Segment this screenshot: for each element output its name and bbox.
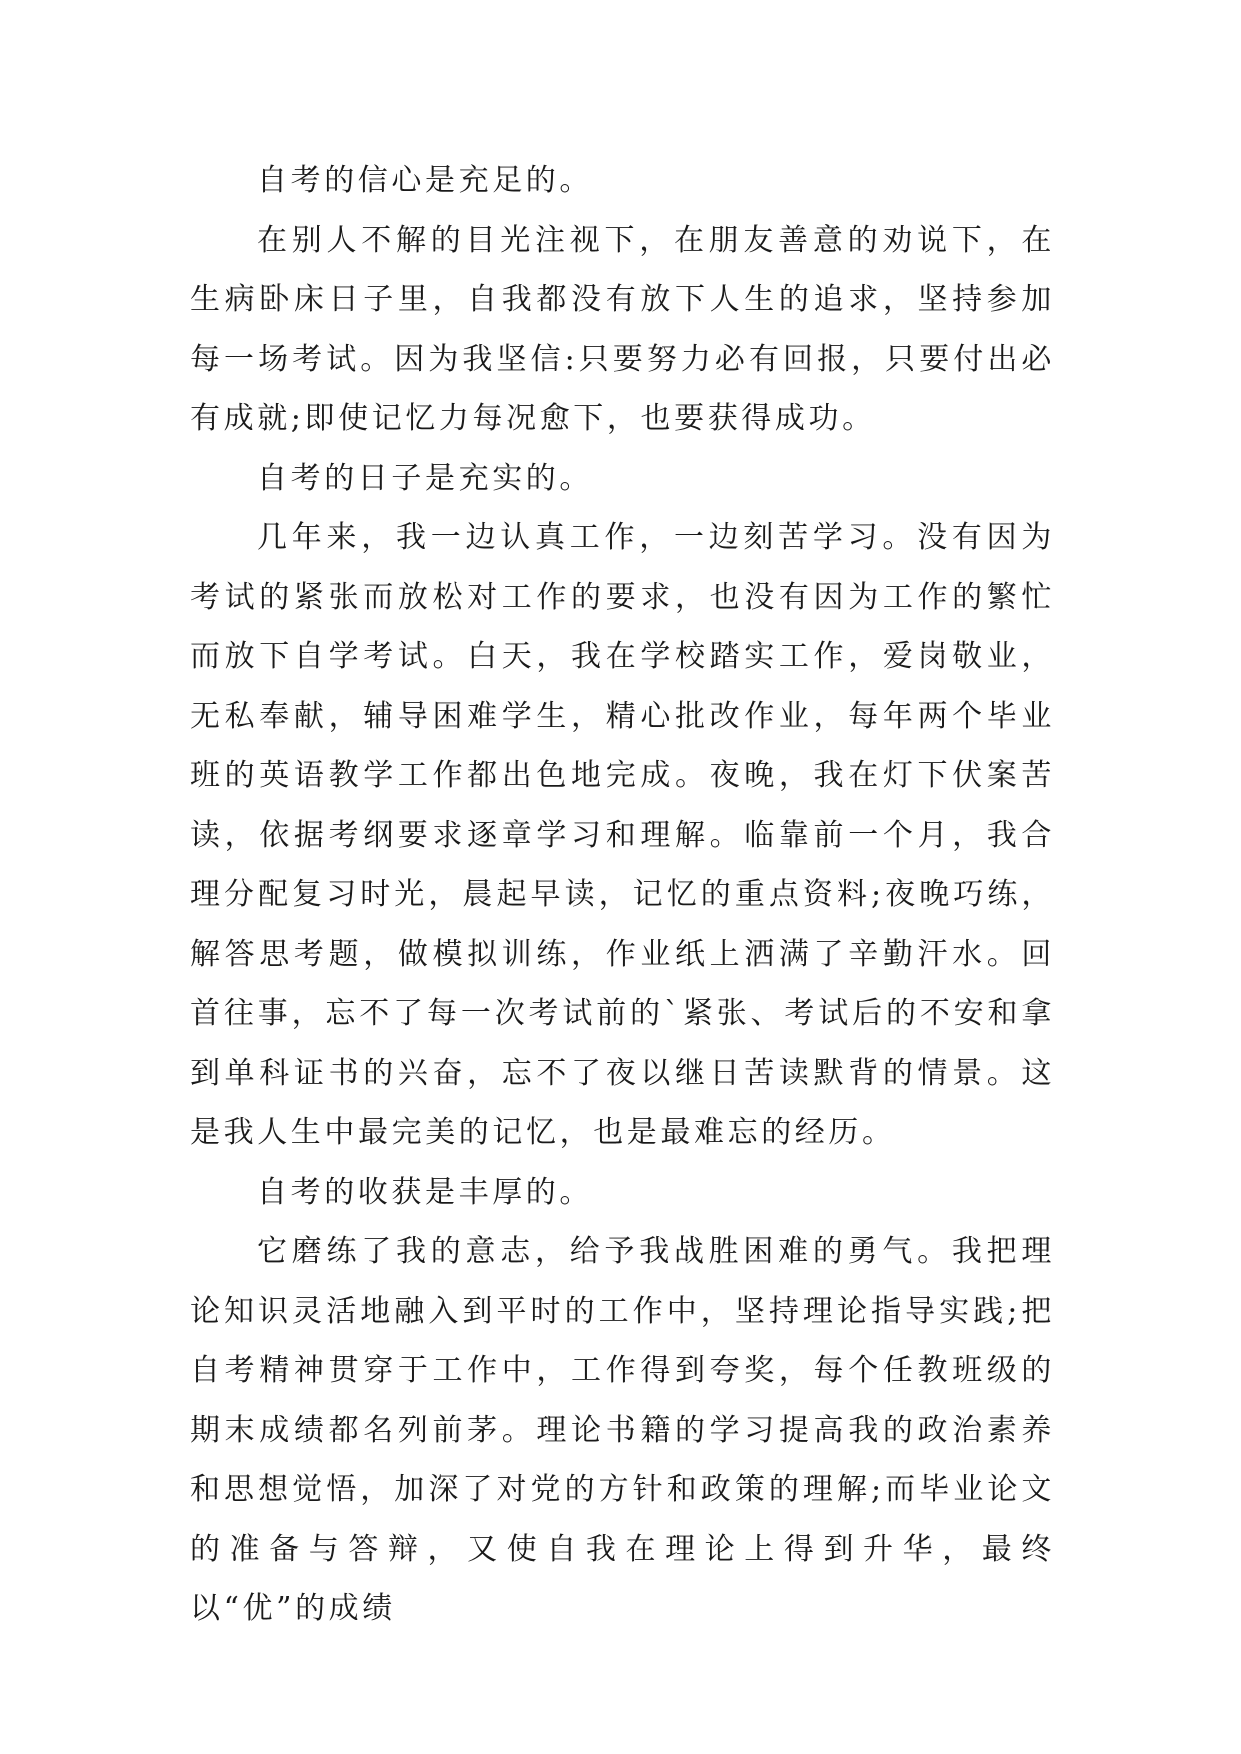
paragraph-harvest-heading: 自考的收获是丰厚的。 [257, 1174, 593, 1210]
paragraph-confidence-heading: 自考的信心是充足的。 [257, 163, 593, 198]
document-body [190, 151, 1055, 1639]
paragraph-confidence-body: 在别人不解的目光注视下，在朋友善意的劝说下，在生病卧床日子里，自我都没有放下人生的追求，坚持参加每一场考试。因为我坚信:只要努力必有回报，只要付出必有成就;即使记忆力每况愈下，也要获得成功。 [190, 222, 1055, 436]
paragraph-days-heading: 自考的日子是充实的。 [257, 460, 593, 496]
paragraph-days-body: 几年来，我一边认真工作，一边刻苦学习。没有因为考试的紧张而放松对工作的要求，也没有因为工作的繁忙而放下自学考试。白天，我在学校踏实工作，爱岗敬业，无私奉献，辅导困难学生，精心批改作业，每年两个毕业班的英语教学工作都出色地完成。夜晚，我在灯下伏案苦读，依据考纲要求逐章学习和理解。临靠前一个月，我合理分配复习时光，晨起早读，记忆的重点资料;夜晚巧练，解答思考题，做模拟训练，作业纸上洒满了辛勤汗水。回首往事，忘不了每一次考试前的`紧张、考试后的不安和拿到单科证书的兴奋，忘不了夜以继日苦读默背的情景。这是我人生中最完美的记忆，也是最难忘的经历。 [190, 520, 1055, 1150]
paragraph-harvest-body: 它磨练了我的意志，给予我战胜困难的勇气。我把理论知识灵活地融入到平时的工作中，坚持理论指导实践;把自考精神贯穿于工作中，工作得到夸奖，每个任教班级的期末成绩都名列前茅。理论书籍的学习提高我的政治素养和思想觉悟，加深了对党的方针和政策的理解;而毕业论文的准备与答辩，又使自我在理论上得到升华，最终以“优”的成绩 [190, 1234, 1055, 1626]
